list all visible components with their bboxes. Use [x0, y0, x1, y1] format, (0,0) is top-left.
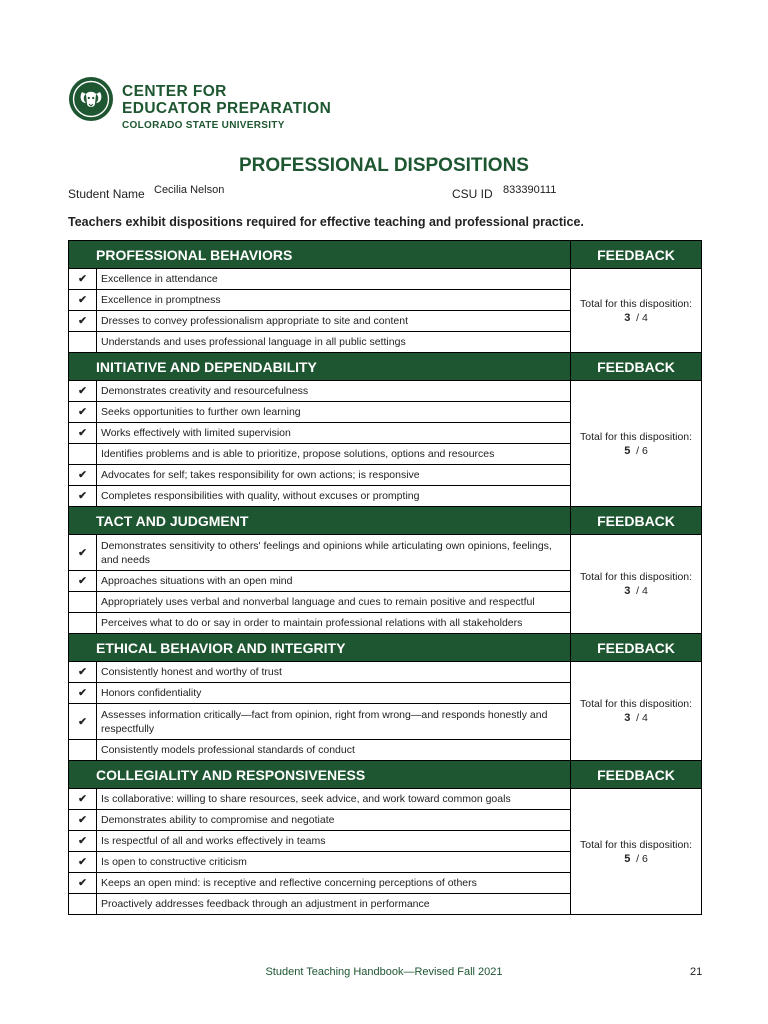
checkmark-cell[interactable] [69, 789, 97, 810]
checkmark-cell[interactable] [69, 831, 97, 852]
checkmark-cell[interactable] [69, 592, 97, 613]
score-value: 3 [624, 712, 631, 724]
score-value: 3 [624, 585, 631, 597]
total-label: Total for this disposition: [579, 571, 693, 583]
feedback-header: FEEDBACK [571, 241, 702, 269]
student-name-value[interactable]: Cecilia Nelson [154, 184, 225, 196]
dispositions-table [68, 240, 702, 915]
feedback-cell[interactable] [571, 535, 702, 634]
section-header [69, 761, 702, 789]
checkmark-cell[interactable] [69, 740, 97, 761]
page-number: 21 [690, 966, 703, 978]
checkmark-cell[interactable] [69, 613, 97, 634]
ram-seal-icon [68, 76, 114, 122]
cep-logo [68, 76, 331, 131]
checkmark-cell[interactable] [69, 465, 97, 486]
section-header [69, 353, 702, 381]
checkmark-cell[interactable] [69, 704, 97, 740]
logo-line-educator-preparation: EDUCATOR PREPARATION [122, 100, 332, 117]
disposition-item: Consistently honest and worthy of trust [97, 662, 571, 683]
checkmark-icon: ✔ [78, 687, 87, 699]
checkmark-cell[interactable] [69, 535, 97, 571]
total-label: Total for this disposition: [579, 698, 693, 710]
score-line [571, 311, 701, 325]
logo-line-center-for: CENTER FOR [122, 83, 227, 100]
checkmark-icon: ✔ [78, 856, 87, 868]
section-title: PROFESSIONAL BEHAVIORS [69, 241, 571, 269]
checkmark-icon: ✔ [78, 406, 87, 418]
student-name-label: Student Name [68, 187, 145, 201]
score-value: 5 [624, 444, 631, 457]
disposition-item: Is open to constructive criticism [97, 852, 571, 873]
score-line [571, 711, 701, 725]
section-title: TACT AND JUDGMENT [69, 507, 571, 535]
section-title: ETHICAL BEHAVIOR AND INTEGRITY [69, 634, 571, 662]
score-max: / 6 [636, 444, 648, 457]
score-max: / 4 [636, 311, 648, 324]
feedback-cell[interactable] [571, 381, 702, 507]
disposition-item: Honors confidentiality [97, 683, 571, 704]
disposition-item: Excellence in attendance [97, 269, 571, 290]
disposition-item: Demonstrates sensitivity to others' feelings and opinions while articulating own opinions, feelings, and needs [97, 535, 571, 571]
feedback-header: FEEDBACK [571, 634, 702, 662]
section-header [69, 507, 702, 535]
feedback-cell[interactable] [571, 662, 702, 761]
checkmark-icon: ✔ [78, 469, 87, 481]
table-row [69, 789, 702, 810]
section-header [69, 634, 702, 662]
checkmark-icon: ✔ [78, 715, 87, 728]
page-title: PROFESSIONAL DISPOSITIONS [239, 155, 529, 176]
disposition-item: Excellence in promptness [97, 290, 571, 311]
table-row [69, 269, 702, 290]
disposition-item: Demonstrates ability to compromise and negotiate [97, 810, 571, 831]
feedback-cell[interactable] [571, 269, 702, 353]
score-line [571, 584, 701, 598]
checkmark-icon: ✔ [78, 835, 87, 847]
checkmark-icon: ✔ [78, 315, 87, 327]
intro-text: Teachers exhibit dispositions required for effective teaching and professional practice. [68, 215, 584, 229]
checkmark-cell[interactable] [69, 662, 97, 683]
checkmark-icon: ✔ [78, 575, 87, 587]
score-max: / 4 [636, 712, 648, 724]
checkmark-icon: ✔ [78, 666, 87, 678]
total-label: Total for this disposition: [579, 297, 693, 310]
checkmark-cell[interactable] [69, 873, 97, 894]
disposition-item: Seeks opportunities to further own learning [97, 402, 571, 423]
checkmark-icon: ✔ [78, 793, 87, 805]
csu-id-label: CSU ID [452, 187, 493, 201]
checkmark-cell[interactable] [69, 290, 97, 311]
disposition-item: Advocates for self; takes responsibility for own actions; is responsive [97, 465, 571, 486]
table-row [69, 535, 702, 571]
csu-id-value[interactable]: 833390111 [503, 184, 557, 196]
checkmark-cell[interactable] [69, 311, 97, 332]
disposition-item: Works effectively with limited supervision [97, 423, 571, 444]
checkmark-icon: ✔ [78, 273, 87, 285]
checkmark-cell[interactable] [69, 852, 97, 873]
table-row [69, 662, 702, 683]
disposition-item: Is respectful of all and works effectively in teams [97, 831, 571, 852]
checkmark-icon: ✔ [78, 385, 87, 397]
disposition-item: Consistently models professional standards of conduct [97, 740, 571, 761]
checkmark-cell[interactable] [69, 486, 97, 507]
feedback-header: FEEDBACK [571, 507, 702, 535]
feedback-header: FEEDBACK [571, 353, 702, 381]
checkmark-icon: ✔ [78, 294, 87, 306]
checkmark-cell[interactable] [69, 683, 97, 704]
checkmark-icon: ✔ [78, 814, 87, 826]
score-max: / 4 [636, 585, 648, 597]
checkmark-cell[interactable] [69, 423, 97, 444]
logo-line-university: COLORADO STATE UNIVERSITY [122, 120, 285, 131]
checkmark-cell[interactable] [69, 332, 97, 353]
disposition-item: Completes responsibilities with quality, without excuses or prompting [97, 486, 571, 507]
table-row [69, 381, 702, 402]
disposition-item: Keeps an open mind: is receptive and reflective concerning perceptions of others [97, 873, 571, 894]
score-value: 3 [624, 311, 631, 324]
disposition-item: Assesses information critically—fact from opinion, right from wrong—and responds honestly and respectfully [97, 704, 571, 740]
checkmark-cell[interactable] [69, 571, 97, 592]
disposition-item: Identifies problems and is able to prioritize, propose solutions, options and resources [97, 444, 571, 465]
disposition-item: Dresses to convey professionalism appropriate to site and content [97, 311, 571, 332]
checkmark-cell[interactable] [69, 894, 97, 915]
section-header [69, 241, 702, 269]
checkmark-cell[interactable] [69, 381, 97, 402]
section-title: COLLEGIALITY AND RESPONSIVENESS [69, 761, 571, 789]
disposition-item: Appropriately uses verbal and nonverbal language and cues to remain positive and respectful [97, 592, 571, 613]
feedback-cell[interactable] [571, 789, 702, 915]
disposition-item: Is collaborative: willing to share resources, seek advice, and work toward common goals [97, 789, 571, 810]
checkmark-icon: ✔ [78, 490, 87, 502]
checkmark-icon: ✔ [78, 427, 87, 439]
checkmark-icon: ✔ [78, 877, 87, 889]
score-line [571, 444, 701, 458]
disposition-item: Understands and uses professional language in all public settings [97, 332, 571, 353]
score-line [571, 852, 701, 866]
checkmark-cell[interactable] [69, 810, 97, 831]
checkmark-cell[interactable] [69, 269, 97, 290]
disposition-item: Proactively addresses feedback through an adjustment in performance [97, 894, 571, 915]
disposition-item: Perceives what to do or say in order to maintain professional relations with all stakeholders [97, 613, 571, 634]
score-max: / 6 [636, 852, 648, 865]
checkmark-cell[interactable] [69, 444, 97, 465]
disposition-item: Approaches situations with an open mind [97, 571, 571, 592]
disposition-item: Demonstrates creativity and resourcefulness [97, 381, 571, 402]
score-value: 5 [624, 852, 631, 865]
total-label: Total for this disposition: [579, 838, 693, 851]
checkmark-icon: ✔ [78, 546, 87, 559]
checkmark-cell[interactable] [69, 402, 97, 423]
total-label: Total for this disposition: [579, 430, 693, 443]
footer-text: Student Teaching Handbook—Revised Fall 2021 [265, 966, 503, 978]
feedback-header: FEEDBACK [571, 761, 702, 789]
section-title: INITIATIVE AND DEPENDABILITY [69, 353, 571, 381]
